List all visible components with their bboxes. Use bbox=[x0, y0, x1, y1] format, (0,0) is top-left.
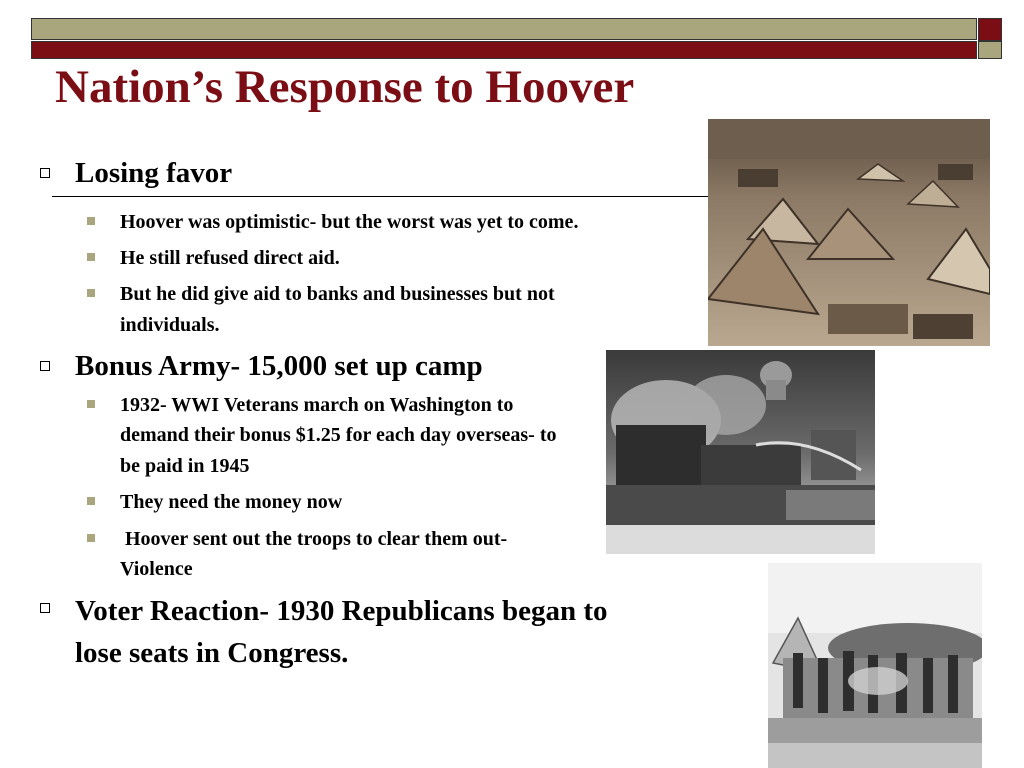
square-bullet-icon bbox=[87, 253, 95, 261]
section-bonus-army bbox=[36, 348, 606, 386]
hollow-square-bullet-icon bbox=[40, 603, 50, 613]
bullet-text: They need the money now bbox=[120, 491, 343, 514]
section-heading: Bonus Army- 15,000 set up camp bbox=[75, 350, 483, 383]
square-bullet-icon bbox=[87, 400, 95, 408]
square-bullet-icon bbox=[87, 217, 95, 225]
header-bar-red bbox=[31, 41, 977, 59]
troops-clash-photo bbox=[768, 563, 982, 768]
bullet-text: But he did give aid to banks and businesses but not individuals. bbox=[120, 283, 555, 336]
header-bar-olive bbox=[31, 18, 977, 40]
hollow-square-bullet-icon bbox=[40, 361, 50, 371]
bullet-item bbox=[83, 487, 580, 517]
section-heading: Losing favor bbox=[75, 157, 233, 189]
square-bullet-icon bbox=[87, 289, 95, 297]
tent-camp-photo bbox=[708, 119, 990, 346]
header-square-red bbox=[978, 18, 1002, 41]
bullet-text: Hoover was optimistic- but the worst was yet to come. bbox=[120, 210, 579, 233]
slide-title: Nation’s Response to Hoover bbox=[55, 61, 635, 113]
hollow-square-bullet-icon bbox=[40, 168, 50, 178]
burning-camp-photo bbox=[606, 350, 875, 554]
bullet-item bbox=[83, 390, 580, 481]
section-losing-favor bbox=[36, 155, 606, 193]
bullet-text: He still refused direct aid. bbox=[120, 247, 340, 270]
bullet-item bbox=[83, 524, 580, 585]
bullet-item bbox=[83, 279, 580, 340]
bullet-item bbox=[83, 243, 580, 273]
square-bullet-icon bbox=[87, 497, 95, 505]
header-square-olive bbox=[978, 41, 1002, 59]
section-voter-reaction bbox=[36, 590, 610, 674]
bullet-text: Hoover sent out the troops to clear them out- Violence bbox=[120, 527, 512, 580]
section-heading: Voter Reaction- 1930 Republicans began to lose seats in Congress. bbox=[75, 595, 608, 670]
slide-body bbox=[36, 155, 606, 674]
bullet-item bbox=[83, 207, 580, 237]
square-bullet-icon bbox=[87, 534, 95, 542]
bullet-text: 1932- WWI Veterans march on Washington to demand their bonus $1.25 for each day overseas- to be paid in 1945 bbox=[120, 393, 557, 477]
